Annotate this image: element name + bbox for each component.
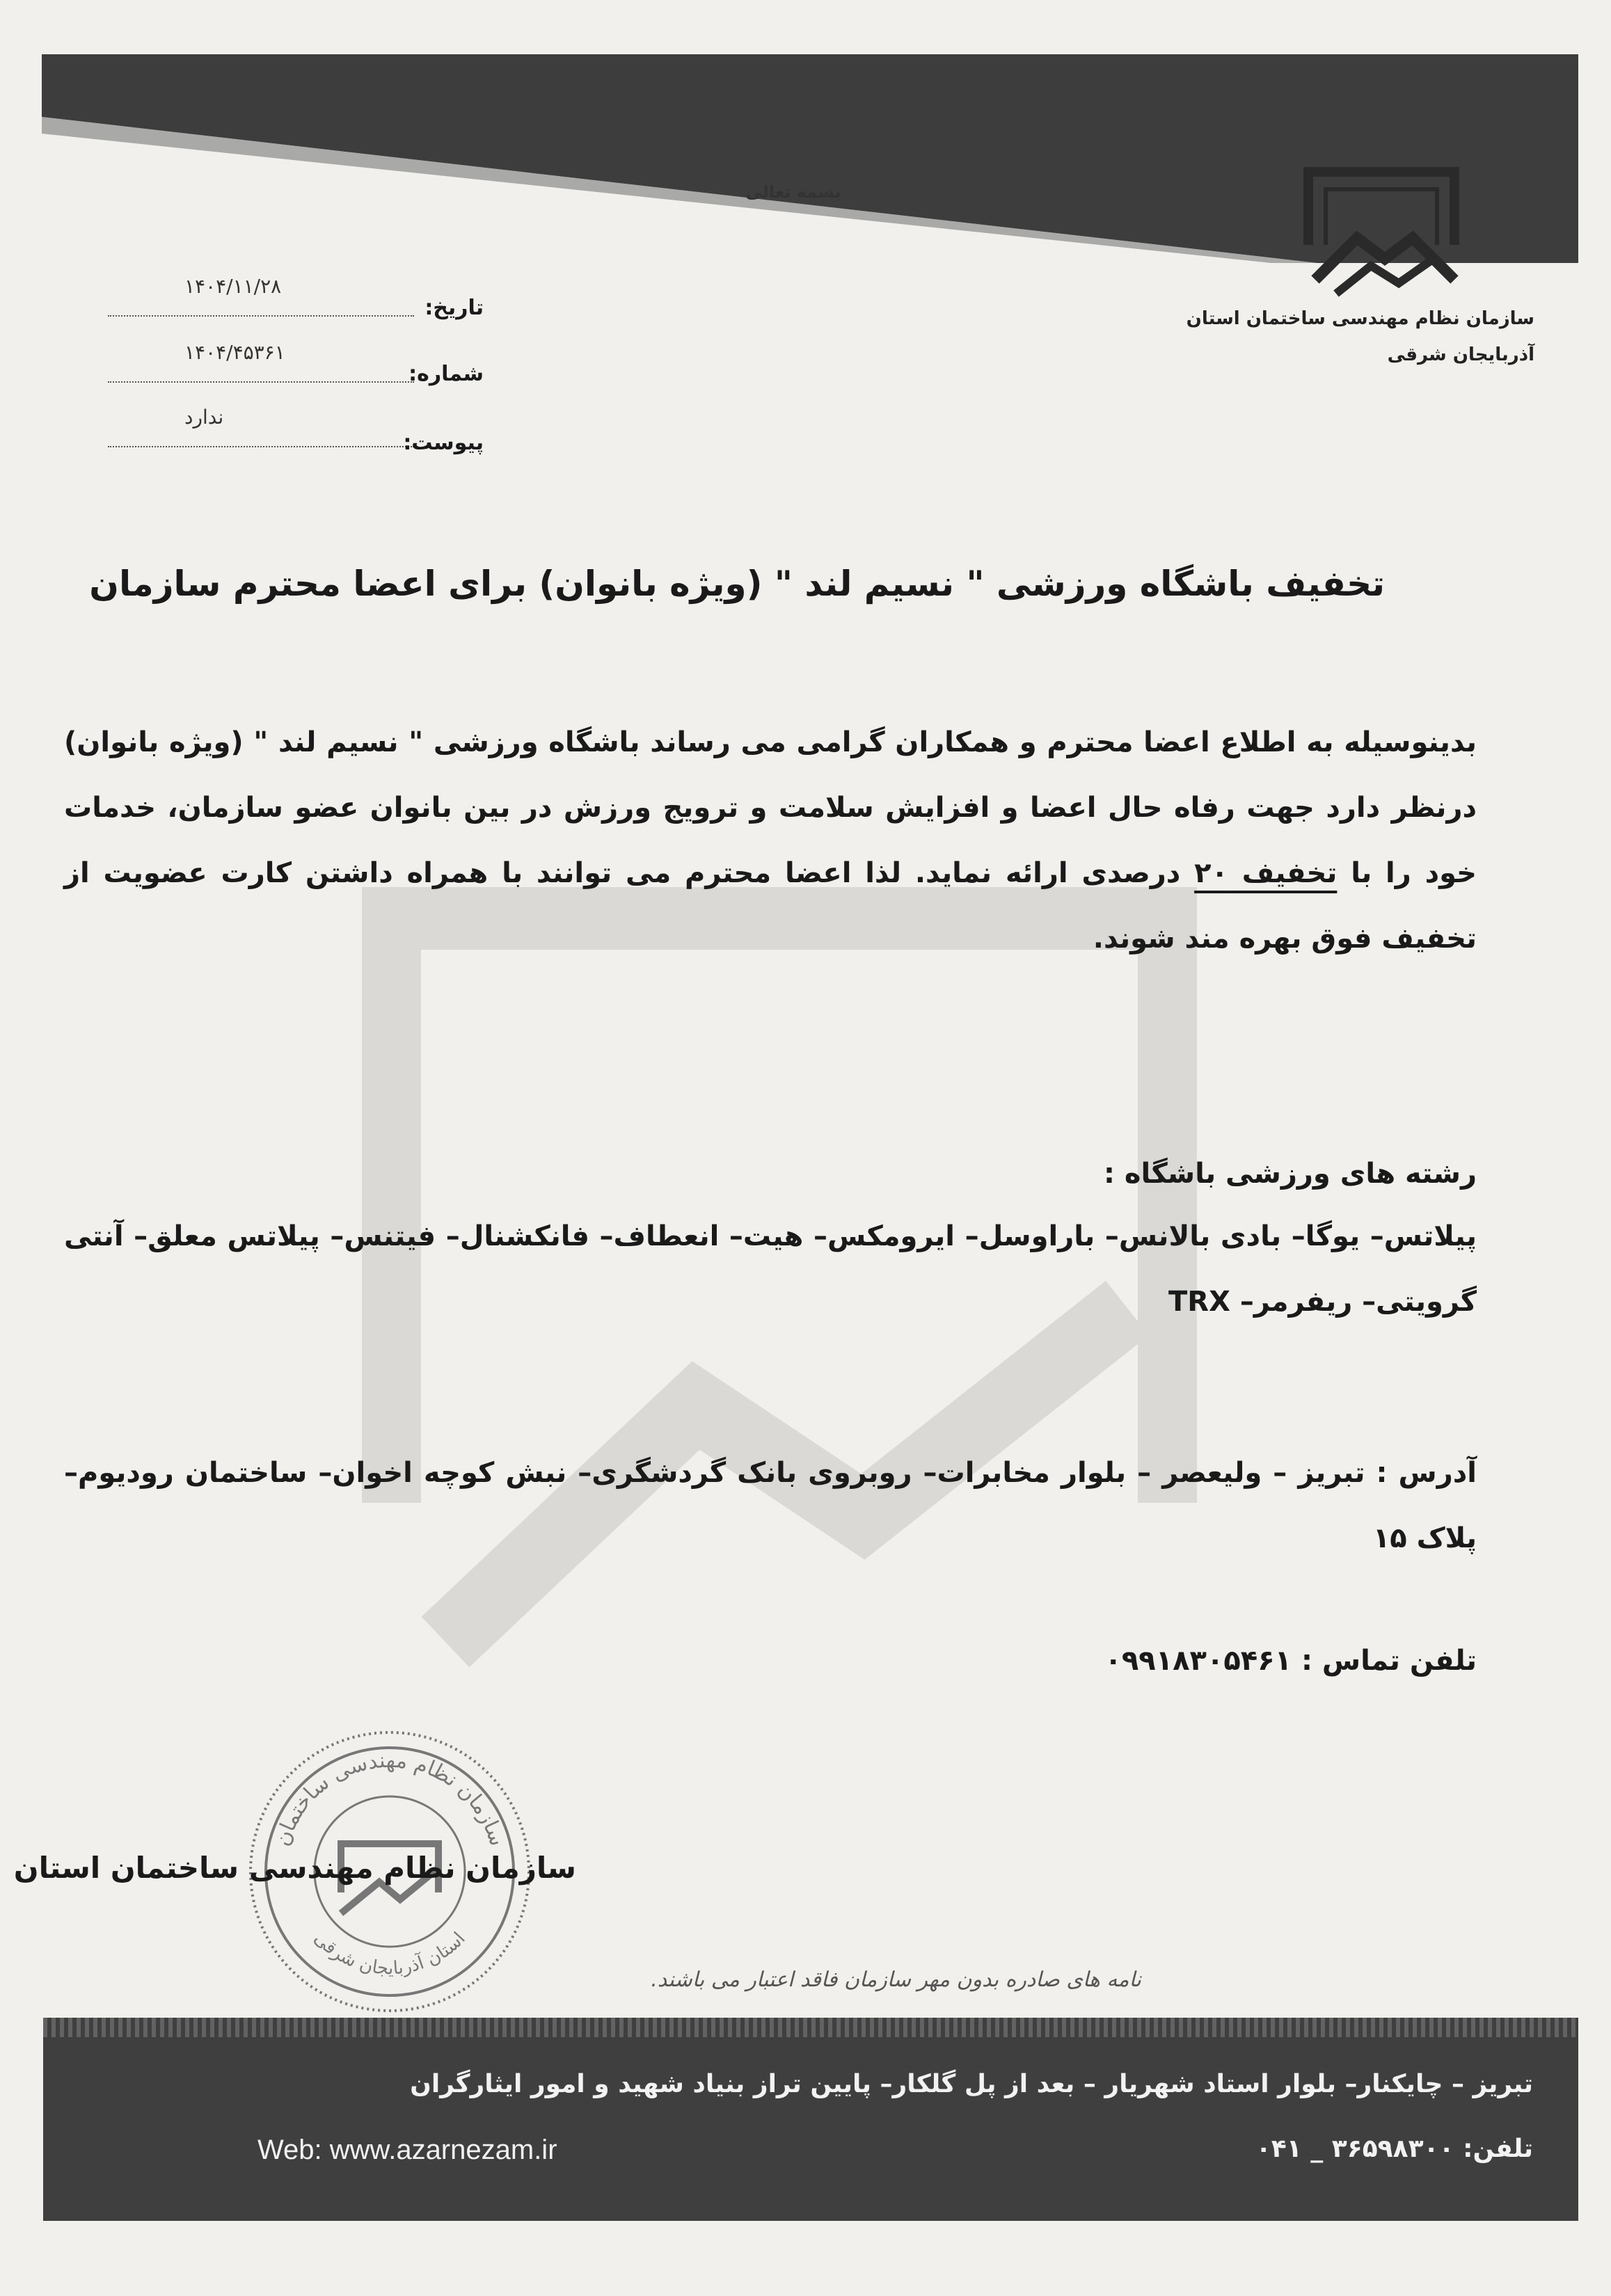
number-value: ۱۴۰۴/۴۵۳۶۱ — [184, 341, 285, 364]
footer-phone: تلفن: ۳۶۵۹۸۳۰۰ _ ۰۴۱ — [1255, 2135, 1533, 2163]
org-name-line1: سازمان نظام مهندسی ساختمان استان — [1186, 308, 1534, 329]
house-stairs-logo-icon — [1294, 161, 1468, 308]
date-field — [108, 275, 484, 324]
validity-note: نامه های صادره بدون مهر سازمان فاقد اعتبار می باشند. — [651, 1968, 1141, 1992]
sports-list: پیلاتس– یوگا– بادی بالانس– باراوسل– ایرومکس– هیت– انعطاف– فانکشنال– فیتنس– پیلاتس معلق– آنتی گرویتی– ریفرمر– TRX — [64, 1220, 1477, 1318]
org-name-line2: آذربایجان شرقی — [1387, 344, 1534, 365]
club-phone: تلفن تماس : ۰۹۹۱۸۳۰۵۴۶۱ — [1104, 1645, 1477, 1677]
attachment-dotted-line — [108, 446, 414, 447]
letter-body-part2: درصدی ارائه نماید. لذا اعضا محترم می توانند با همراه داشتن کارت عضویت از تخفیف فوق بهره مند شوند. — [64, 857, 1477, 955]
attachment-label: پیوست: — [403, 431, 484, 455]
date-dotted-line — [108, 315, 414, 317]
date-label: تاریخ: — [424, 296, 484, 320]
basmala: بسمه تعالی — [745, 182, 841, 202]
number-label: شماره: — [408, 362, 484, 386]
attachment-field — [108, 406, 484, 461]
number-dotted-line — [108, 381, 414, 383]
footer-website: Web: www.azarnezam.ir — [257, 2135, 557, 2165]
letter-body-part1: بدینوسیله به اطلاع اعضا محترم و همکاران گرامی می رساند باشگاه ورزشی " نسیم لند " (ویژه بانوان) درنظر دارد جهت رفاه حال اعضا و افزایش سلامت و ترویج ورزش در بین بانوان عضو سازمان، خدمات خود را با — [64, 726, 1477, 889]
date-value: ۱۴۰۴/۱۱/۲۸ — [184, 275, 282, 298]
club-address: آدرس : تبریز – ولیعصر – بلوار مخابرات– روبروی بانک گردشگری– نبش کوچه اخوان– ساختمان رودیوم– پلاک ۱۵ — [64, 1457, 1477, 1554]
stamp-text-bottom: استان آذربایجان شرقی — [310, 1928, 470, 1979]
footer-address: تبریز – چایکنار– بلوار استاد شهریار – بعد از پل گلکار– پایین تراز بنیاد شهید و امور ایثارگران — [410, 2070, 1533, 2098]
stamp-text-top: سازمان نظام مهندسی ساختمان — [269, 1748, 510, 1849]
letter-title: تخفیف باشگاه ورزشی " نسیم لند " (ویژه بانوان) برای اعضا محترم سازمان — [89, 564, 1385, 604]
footer-band — [43, 2018, 1578, 2221]
discount-amount: تخفیف ۲۰ — [1194, 857, 1338, 889]
signature-org-name: سازمان نظام مهندسی ساختمان استان — [13, 1851, 576, 1885]
letter-body — [64, 710, 1477, 971]
attachment-value: ندارد — [184, 406, 224, 429]
footer-stripe — [43, 2018, 1578, 2037]
org-name — [1187, 301, 1534, 373]
sports-label: رشته های ورزشی باشگاه : — [1103, 1158, 1477, 1190]
number-field — [108, 341, 484, 390]
